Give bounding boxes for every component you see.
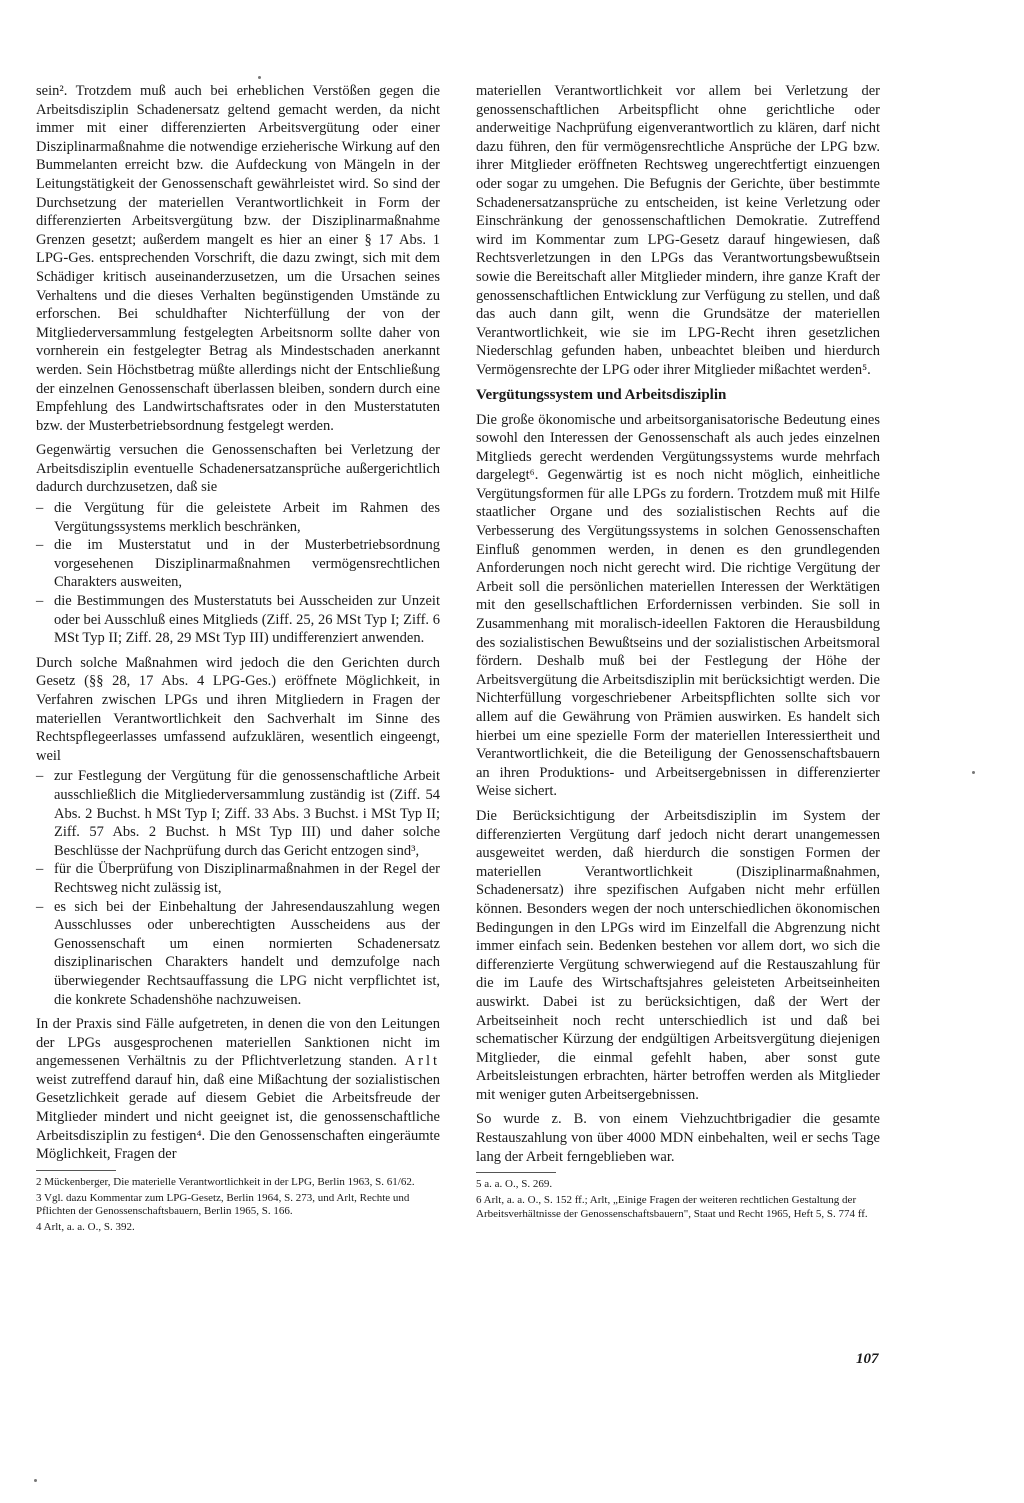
footnote: 5 a. a. O., S. 269.	[476, 1178, 553, 1191]
author-name: Arlt	[404, 1053, 441, 1070]
footnote: 6 Arlt, a. a. O., S. 152 ff.; Arlt, „Einige Fragen der weiteren rechtlichen Gestaltung der Arbeitsverhältnisse der Genossenschaftsbauern", Staat und Recht 1965, Heft 5, S. 774 ff.	[476, 1194, 868, 1220]
left-paragraph-3: Durch solche Maßnahmen wird jedoch die den Gerichten durch Gesetz (§§ 28, 17 Abs. 4 LPG-Ges.) eröffnete Möglichkeit, in Verfahren zwischen LPGs und ihren Mitgliedern in Fragen der materiellen Verantwortlichkeit den Sachverhalt im Sinne des Rechtspflegeerlasses umfassend aufzuklären, wesentlich eingeengt, weil	[36, 654, 440, 764]
footnote-divider	[36, 1170, 116, 1171]
footnote: 4 Arlt, a. a. O., S. 392.	[36, 1221, 135, 1234]
scan-speck	[34, 1479, 37, 1482]
page-number: 107	[856, 1351, 879, 1367]
list-item: – es sich bei der Einbehaltung der Jahresendauszahlung wegen Ausschlusses oder unberechtigten Ausscheidens aus der Genossenschaft um einen normierten Schadenersatz disziplinarischen Charakters handelt und demzufolge nach überwiegender Rechtsauffassung die LPG nicht verpflichtet ist, die konkrete Schadenshöhe nachzuweisen.	[36, 898, 440, 1010]
list-item: – die Vergütung für die geleistete Arbeit im Rahmen des Vergütungssystems merklich beschränken,	[36, 499, 440, 536]
left-paragraph-2: Gegenwärtig versuchen die Genossenschaften bei Verletzung der Arbeitsdisziplin eventuelle Schadenersatzansprüche außergerichtlich dadurch durchzusetzen, daß sie	[36, 442, 440, 496]
list-item: – die Bestimmungen des Musterstatuts bei Ausscheiden zur Unzeit oder bei Ausschluß eines Mitglieds (Ziff. 25, 26 MSt Typ I; Ziff. 6 MSt Typ II; Ziff. 28, 29 MSt Typ III) undifferenziert anwenden.	[36, 592, 440, 648]
paragraph-text: weist zutreffend darauf hin, daß eine Mißachtung der sozialistischen Gesetzlichkeit gerade auf diesem Gebiet die Arbeitsfreude der Mitglieder mindert und nicht geeignet ist, die genossenschaftliche Arbeitsdisziplin zu festigen⁴. Die den Genossenschaften eingeräumte Möglichkeit, Fragen der	[36, 1071, 440, 1163]
left-list-1	[36, 499, 440, 648]
scan-speck	[258, 76, 261, 79]
scan-speck	[972, 771, 975, 774]
footnote-divider	[476, 1172, 556, 1173]
right-footnotes	[476, 1178, 880, 1221]
left-column	[36, 82, 440, 1238]
right-paragraph-4: So wurde z. B. von einem Viehzuchtbrigadier die gesamte Restauszahlung von über 4000 MDN einbehalten, weil er sechs Tage lang der Arbeit ferngeblieben war.	[476, 1111, 880, 1165]
list-item: – zur Festlegung der Vergütung für die genossenschaftliche Arbeit ausschließlich die Mitgliederversammlung zuständig ist (Ziff. 54 Abs. 2 Buchst. h MSt Typ I; Ziff. 33 Abs. 3 Buchst. i MSt Typ II; Ziff. 57 Abs. 2 Buchst. h MSt Typ III) und daher solche Beschlüsse der Nachprüfung durch das Gericht entzogen sind³,	[36, 767, 440, 860]
footnote: 2 Mückenberger, Die materielle Verantwortlichkeit in der LPG, Berlin 1963, S. 61/62.	[36, 1175, 415, 1188]
left-footnotes	[36, 1176, 440, 1235]
list-item: – die im Musterstatut und in der Musterbetriebsordnung vorgesehenen Disziplinarmaßnahmen vermögensrechtlichen Charakters ausweiten,	[36, 536, 440, 592]
left-paragraph-1: sein². Trotzdem muß auch bei erheblichen Verstößen gegen die Arbeitsdisziplin Schadenersatz geltend gemacht werden, da nicht immer mit einer differenzierten Arbeitsvergütung oder einer Disziplinarmaßnahme die notwendige erzieherische Wirkung auf den Bummelanten erreicht bzw. die Aufdeckung von Mängeln in der Leitungstätigkeit der Genossenschaft gewährleistet wird. So sind der Durchsetzung der materiellen Verantwortlichkeit in Form der differenzierten Arbeitsvergütung bzw. der Disziplinarmaßnahme Grenzen gesetzt; außerdem mangelt es hier an einer § 17 Abs. 1 LPG-Ges. entsprechenden Vorschrift, die dazu zwingt, sich mit dem Schädiger kritisch auseinanderzusetzen, um die Ursachen seines Verhaltens und die dieses Verhalten begünstigenden Umstände zu erforschen. Bei schuldhafter Nichterfüllung der von der Mitgliederversammlung festgelegten Arbeitsnorm sollte daher von vornherein ein festgelegter Betrag als Mindestschaden anerkannt werden. Sein Höchstbetrag müßte allerdings nicht der Entschließung der einzelnen Genossenschaft überlassen bleiben, sondern durch eine Empfehlung des Landwirtschaftsrates oder in den Musterstatuten bzw. der Musterbetriebsordnung festgelegt werden.	[36, 83, 440, 434]
left-paragraph-4	[36, 1015, 440, 1164]
right-paragraph-1: materiellen Verantwortlichkeit vor allem bei Verletzung der genossenschaftlichen Arbeitspflicht ohne gerichtliche oder anderweitige Nachprüfung eigenverantwortlich zu klären, darf nicht dazu führen, den für vermögensrechtliche Ansprüche der LPG bzw. ihrer Mitglieder eröffneten Rechtsweg ungerechtfertigt einzuengen oder sogar zu umgehen. Die Befugnis der Gerichte, über bestimmte Schadenersatzansprüche zu entscheiden, ist keine Verletzung oder Einschränkung der genossenschaftlichen Demokratie. Zutreffend wird im Kommentar zum LPG-Gesetz darauf hingewiesen, daß Rechtsverletzungen in den LPGs das Verantwortungsbewußtsein sowie die Bereitschaft aller Mitglieder mindern, ihre ganze Kraft der genossenschaftlichen Entwicklung zur Verfügung zu stellen, und daß das auch dann gilt, wenn die Grundsätze der materiellen Verantwortlichkeit, wie sie im LPG-Recht ihren gesetzlichen Niederschlag gefunden haben, unbeachtet bleiben und hierdurch Vermögensrechte der LPG oder ihrer Mitglieder mißachtet werden⁵.	[476, 83, 880, 378]
left-list-2	[36, 767, 440, 1009]
section-heading: Vergütungssystem und Arbeitsdisziplin	[476, 386, 727, 403]
paragraph-text: In der Praxis sind Fälle aufgetreten, in denen die von den Leitungen der LPGs ausgesprochenen materiellen Sanktionen nicht im angemessenen Verhältnis zu der Pflichtverletzung standen.	[36, 1016, 440, 1070]
right-paragraph-3: Die Berücksichtigung der Arbeitsdisziplin im System der differenzierten Vergütung darf jedoch nicht derart unangemessen ausgeweitet werden, daß hierdurch die sonstigen Formen der materiellen Verantwortlichkeit (Disziplinarmaßnahmen, Schadenersatz) ihre spezifischen Aufgaben nicht mehr erfüllen können. Besonders wegen der noch unterschiedlichen ökonomischen Bedingungen in den LPGs wird im Einzelfall die Abgrenzung nicht immer einfach sein. Bedenken bestehen vor allem dort, wo sich die differenzierte Vergütung schwerwiegend auf die Restauszahlung für die im Laufe des Wirtschaftsjahres geleisteten Arbeitseinheiten auswirkt. Dabei ist zu berücksichtigen, daß der Wert der Arbeitseinheit noch recht unterschiedlich ist und daß bei schematischer Kürzung der endgültigen Arbeitsvergütung diejenigen Mitglieder, die einmal gefehlt haben, aber sonst gute Arbeitsleistungen erbrachten, härter betroffen werden als Mitglieder mit weniger guten Arbeitsergebnissen.	[476, 807, 880, 1103]
right-column	[476, 82, 880, 1224]
list-item: – für die Überprüfung von Disziplinarmaßnahmen in der Regel der Rechtsweg nicht zulässig ist,	[36, 860, 440, 897]
right-paragraph-2: Die große ökonomische und arbeitsorganisatorische Bedeutung eines sowohl den Interessen der Genossenschaft als auch jedes einzelnen Mitglieds gerecht werdenden Vergütungssystems wurde mehrfach dargelegt⁶. Gegenwärtig ist es noch nicht möglich, einheitliche Vergütungsformen für alle LPGs zu fordern. Trotzdem muß mit Hilfe staatlicher Organe und des sozialistischen Rechts auf die Verbesserung des Vergütungssystems in solchen Genossenschaften Einfluß genommen werden, in denen es den grundlegenden Anforderungen noch nicht gerecht wird. Die richtige Vergütung der Arbeit soll die persönlichen materiellen Interessen der Werktätigen mit den gesellschaftlichen Erfordernissen verbinden. Sie soll in Zusammenhang mit moralisch-ideellen Faktoren die Herausbildung des sozialistischen Bewußtseins und der sozialistischen Arbeitsmoral fördern. Deshalb muß bei der Festlegung der Höhe der Arbeitsvergütung die Arbeitsdisziplin mit berücksichtigt werden. Die Nichterfüllung vorgeschriebener Arbeitspflichten sollte sich vor allem auf die Gewährung von Prämien auswirken. Es handelt sich hierbei um eine spezielle Form der materiellen Interessiertheit und Verantwortlichkeit, die die Beteiligung der Genossenschaftsbauern an ihren Produktions- und Arbeitsergebnissen in differenzierter Weise sichert.	[476, 411, 880, 800]
footnote: 3 Vgl. dazu Kommentar zum LPG-Gesetz, Berlin 1964, S. 273, und Arlt, Rechte und Pflichten der Genossenschaftsbauern, Berlin 1965, S. 166.	[36, 1192, 410, 1218]
